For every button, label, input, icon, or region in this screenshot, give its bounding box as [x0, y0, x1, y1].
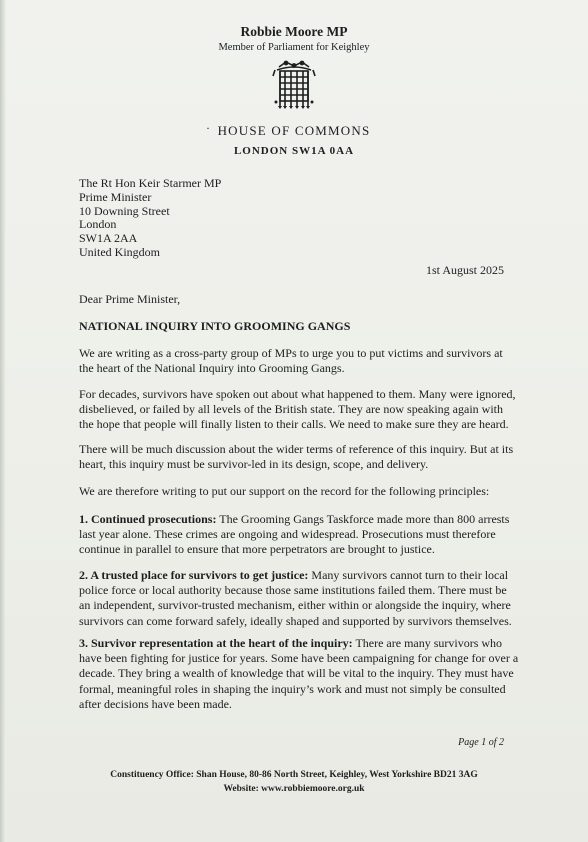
- principle-paragraph: [79, 512, 519, 558]
- mp-name: Robbie Moore MP: [240, 24, 348, 39]
- principle-heading: 3. Survivor representation at the heart of the inquiry:: [79, 636, 353, 650]
- principle-body: Many survivors cannot turn to their local police force or local authority because those same institutions failed them. There must be an independent, survivor-trusted mechanism, either within or alongside the inquiry, where survivors can come forward safely, ideally shaped and supported by survivors themselves.: [79, 568, 512, 628]
- website: Website: www.robbiemoore.org.uk: [223, 784, 365, 794]
- body-paragraph: We are therefore writing to put our support on the record for the following principles:: [79, 484, 490, 498]
- principle-paragraph: [79, 636, 519, 712]
- portcullis-icon: [269, 58, 319, 110]
- principle-heading: 2. A trusted place for survivors to get justice:: [79, 568, 309, 582]
- house-of-commons: HOUSE OF COMMONS: [217, 123, 371, 138]
- letter-subject: NATIONAL INQUIRY INTO GROOMING GANGS: [79, 319, 351, 333]
- house-dot: ·: [206, 121, 210, 135]
- recipient-line: Prime Minister: [79, 189, 152, 204]
- recipient-line: London: [79, 217, 117, 232]
- recipient-line: 10 Downing Street: [79, 203, 170, 218]
- body-paragraph: There will be much discussion about the wider terms of reference of this inquiry. But at its heart, this inquiry must be survivor-led in its design, scope, and delivery.: [79, 442, 514, 472]
- salutation: Dear Prime Minister,: [79, 292, 181, 306]
- page-number: Page 1 of 2: [458, 737, 504, 748]
- principle-body: The Grooming Gangs Taskforce made more than 800 arrests last year alone. These crimes are ongoing and widespread. Prosecutions must therefore continue in parallel to ensure that more perpetrators are brought to justice.: [79, 512, 510, 557]
- constituency-office: Constituency Office: Shan House, 80-86 North Street, Keighley, West Yorkshire BD21 3AG: [110, 770, 478, 780]
- principle-heading: 1. Continued prosecutions:: [79, 512, 217, 526]
- recipient-address: [79, 177, 221, 260]
- body-paragraph: We are writing as a cross-party group of MPs to urge you to put victims and survivors at the heart of the National Inquiry into Grooming Gangs.: [79, 346, 503, 376]
- letter-date: 1st August 2025: [425, 263, 504, 277]
- recipient-line: The Rt Hon Keir Starmer MP: [79, 176, 222, 190]
- body-paragraph: For decades, survivors have spoken out about what happened to them. Many were ignored, disbelieved, or failed by all levels of the British state. They are now speaking again with the hope that people will finally listen to their calls. We need to make sure they are heard.: [79, 387, 516, 432]
- house-address: LONDON SW1A 0AA: [233, 145, 355, 157]
- recipient-line: United Kingdom: [79, 244, 160, 259]
- recipient-line: SW1A 2AA: [79, 231, 138, 246]
- mp-role: Member of Parliament for Keighley: [218, 42, 370, 53]
- principle-body: There are many survivors who have been fighting for justice for years. Some have been campaigning for change for over a decade. They bring a wealth of knowledge that will be vital to the inquiry. They must have formal, meaningful roles in shaping the inquiry’s work and must not simply be consulted after decisions have been made.: [79, 636, 519, 711]
- principle-paragraph: [79, 568, 519, 629]
